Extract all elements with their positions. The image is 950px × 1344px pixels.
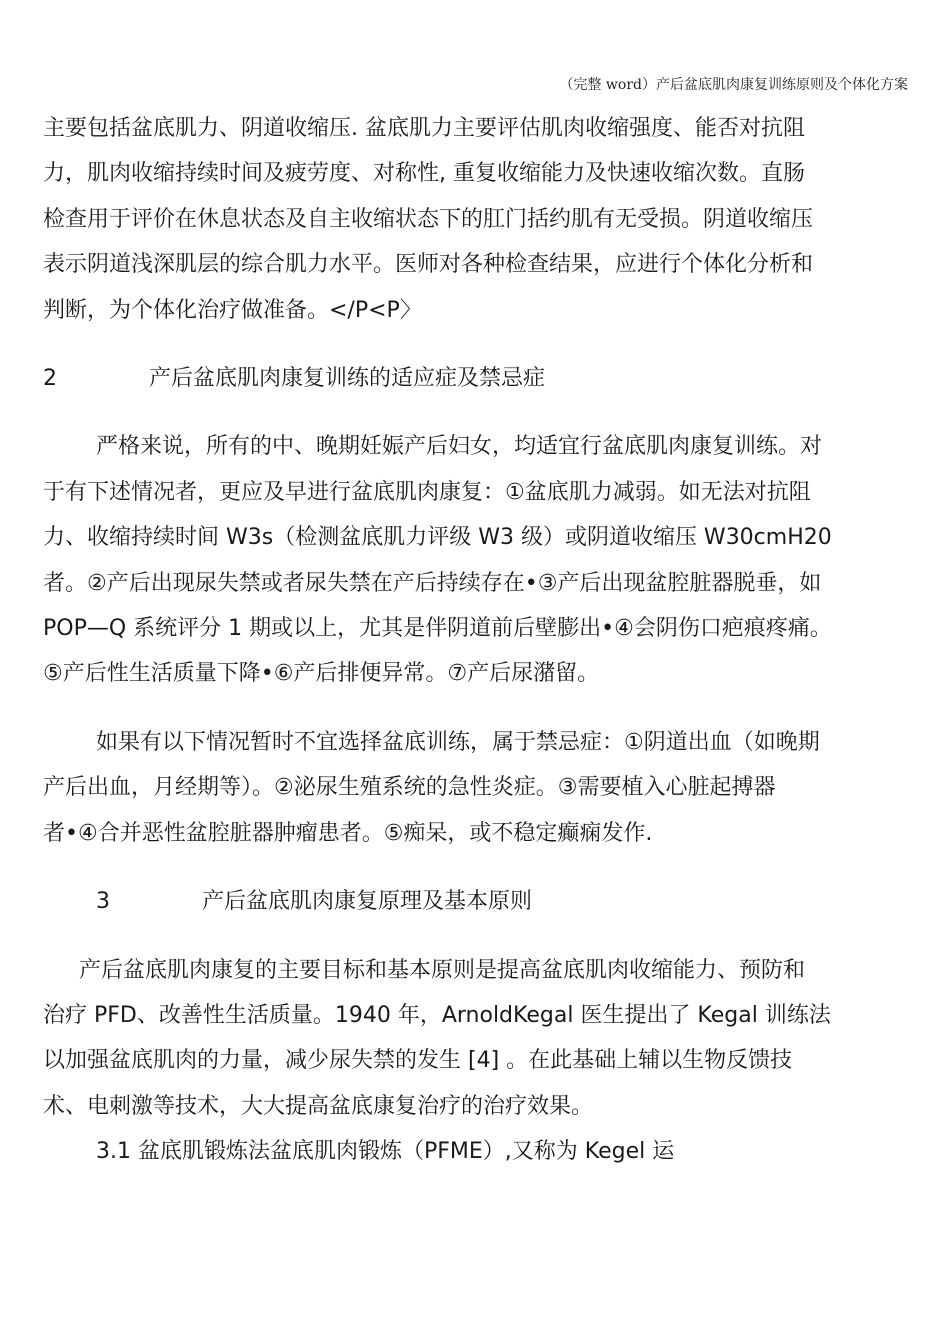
subsection-title: 3.1 盆底肌锻炼法盆底肌肉锻炼（PFME）,又称为 Kegel 运 — [96, 1139, 675, 1165]
text-line: 力，肌肉收缩持续时间及疲劳度、对称性, 重复收缩能力及快速收缩次数。直肠 — [43, 161, 805, 187]
text-line: 以加强盆底肌肉的力量，减少尿失禁的发生 [4] 。在此基础上辅以生物反馈技 — [43, 1048, 793, 1074]
section-title: 产后盆底肌肉康复训练的适应症及禁忌症 — [149, 366, 546, 392]
document-header: （完整 word）产后盆底肌肉康复训练原则及个体化方案 — [559, 77, 908, 93]
section-title: 产后盆底肌肉康复原理及基本原则 — [202, 889, 533, 915]
text-line: 者•④合并恶性盆腔脏器肿瘤患者。⑤痴呆，或不稳定癫痫发作. — [43, 820, 653, 846]
paragraph-pelvic-assessment — [43, 106, 909, 333]
text-line: 力、收缩持续时间 W3s（检测盆底肌力评级 W3 级）或阴道收缩压 W30cmH20 — [43, 525, 832, 551]
section-heading-2 — [43, 356, 909, 401]
paragraph-contraindications — [43, 720, 909, 856]
subsection-3-1 — [43, 1129, 909, 1174]
section-number: 3 — [96, 889, 110, 915]
text-line: 判断，为个体化治疗做准备。</P<P〉 — [43, 297, 422, 323]
text-line: 主要包括盆底肌力、阴道收缩压. 盆底肌力主要评估肌肉收缩强度、能否对抗阻 — [43, 116, 805, 141]
text-line: ⑤产后性生活质量下降•⑥产后排便异常。⑦产后尿潴留。 — [43, 661, 600, 687]
text-line: 治疗 PFD、改善性生活质量。1940 年，ArnoldKegal 医生提出了 Kegal 训练法 — [43, 1002, 831, 1028]
text-line: 如果有以下情况暂时不宜选择盆底训练，属于禁忌症：①阴道出血（如晚期 — [96, 729, 820, 755]
paragraph-principles — [43, 948, 909, 1130]
text-line: POP—Q 系统评分 1 期或以上，尤其是伴阴道前后壁膨出•④会阴伤口疤痕疼痛。 — [43, 616, 832, 642]
text-line: 术、电刺激等技术，大大提高盆底康复治疗的治疗效果。 — [43, 1093, 594, 1119]
document-body — [43, 106, 909, 1175]
section-heading-3 — [43, 879, 909, 924]
text-line: 者。②产后出现尿失禁或者尿失禁在产后持续存在•③产后出现盆腔脏器脱垂，如 — [43, 570, 822, 596]
section-number: 2 — [43, 366, 57, 392]
text-line: 产后出血，月经期等）。②泌尿生殖系统的急性炎症。③需要植入心脏起搏器 — [43, 775, 776, 801]
text-line: 表示阴道浅深肌层的综合肌力水平。医师对各种检查结果，应进行个体化分析和 — [43, 252, 814, 278]
text-line: 产后盆底肌肉康复的主要目标和基本原则是提高盆底肌肉收缩能力、预防和 — [79, 957, 806, 983]
text-line: 于有下述情况者，更应及早进行盆底肌肉康复：①盆底肌力减弱。如无法对抗阻 — [43, 479, 811, 505]
paragraph-indications — [43, 424, 909, 696]
text-line: 严格来说，所有的中、晚期妊娠产后妇女，均适宜行盆底肌肉康复训练。对 — [96, 434, 823, 460]
text-line: 检查用于评价在休息状态及自主收缩状态下的肛门括约肌有无受损。阴道收缩压 — [43, 206, 814, 232]
